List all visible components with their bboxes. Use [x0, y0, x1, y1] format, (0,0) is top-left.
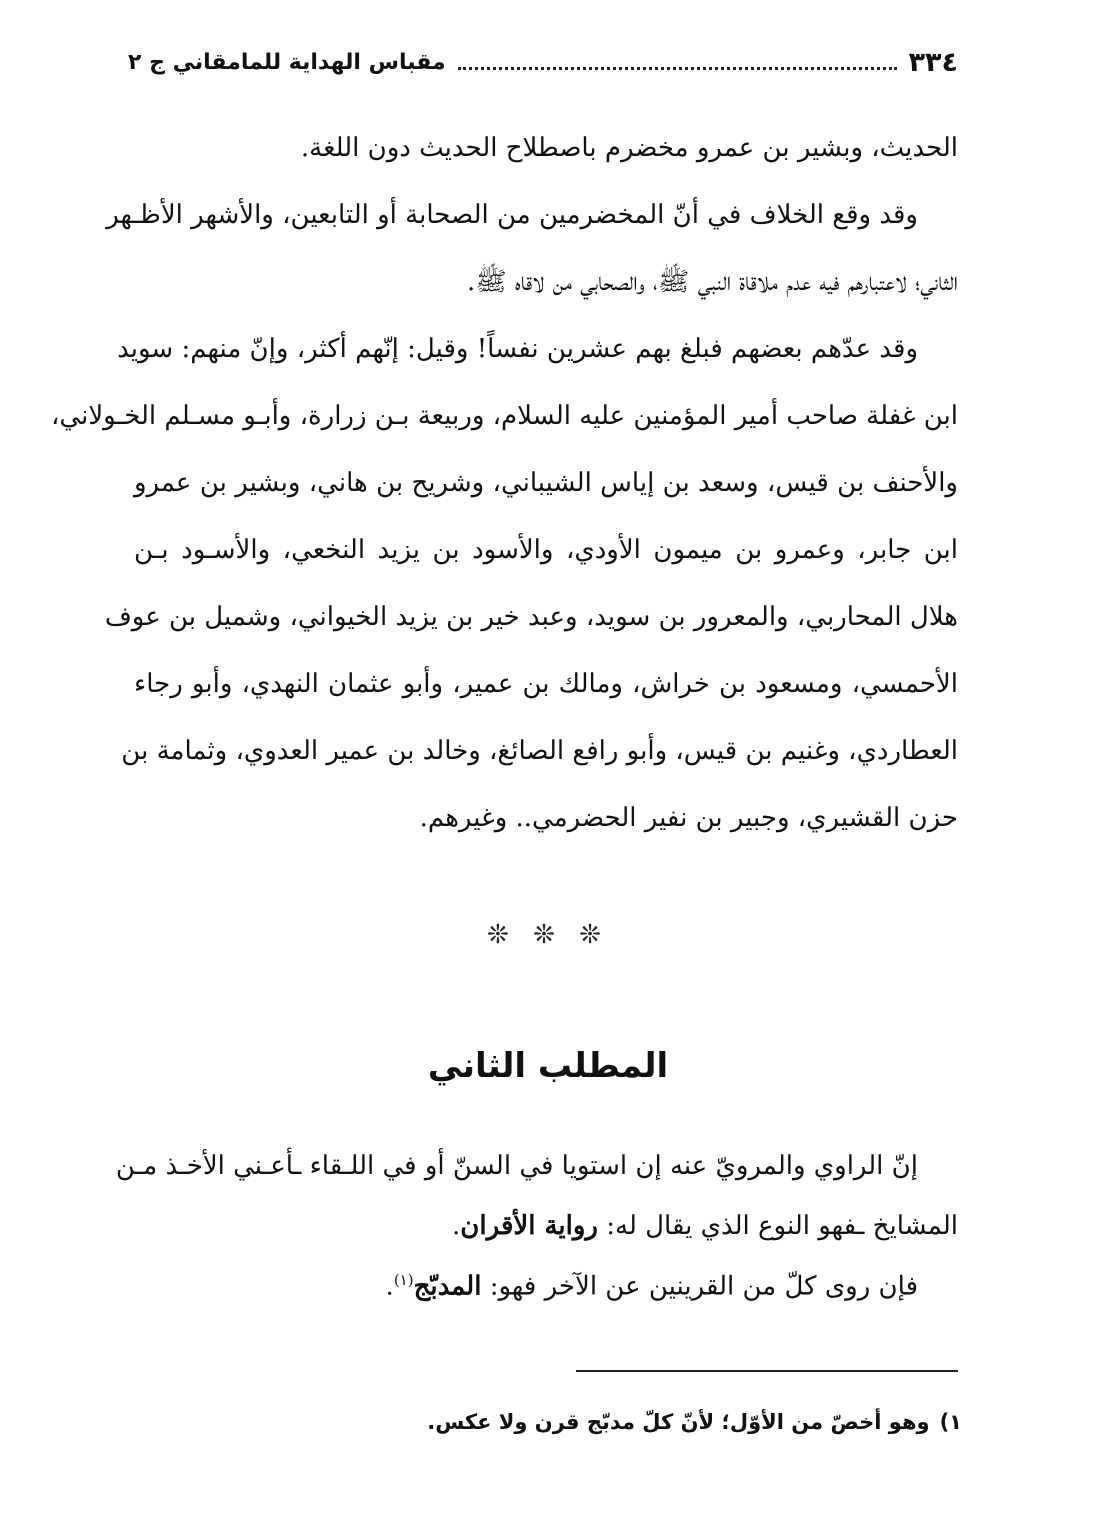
running-title: مقباس الهداية للمامقاني ج ٢	[128, 49, 446, 75]
text-segment: فإن روى كلّ من القرينين عن الآخر فهو:	[481, 1271, 918, 1302]
text-line: وقد وقع الخلاف في أنّ المخضرمين من الصحابة أو التابعين، والأشهر الأظـهر	[106, 200, 918, 230]
page-header	[128, 38, 958, 86]
text-line: هلال المحاربي، والمعرور بن سويد، وعبد خير بن يزيد الخيواني، وشميل بن عوف	[104, 602, 958, 632]
footnote-text: وهو أخصّ من الأوّل؛ لأنّ كلّ مدبّج قرن ولا عكس.	[427, 1410, 930, 1434]
term-aqran: رواية الأقران	[460, 1211, 598, 1241]
page-number: ٣٣٤	[908, 46, 958, 78]
text-line: حزن القشيري، وجبير بن نفير الحضرمي.. وغيرهم.	[419, 803, 958, 833]
text-line: وقد عدّهم بعضهم فبلغ بهم عشرين نفساً! وقيل: إنّهم أكثر، وإنّ منهم: سويد	[117, 334, 918, 364]
text-segment: .	[452, 1211, 461, 1241]
text-line	[134, 1260, 918, 1300]
text-segment: المشايخ ـفهو النوع الذي يقال له:	[598, 1211, 958, 1241]
section-separator: ❊ ❊ ❊	[487, 920, 609, 950]
footnote	[427, 1404, 962, 1440]
section-text	[115, 1146, 958, 1326]
text-line	[134, 1206, 958, 1246]
text-line: الحديث، وبشير بن عمرو مخضرم باصطلاح الحديث دون اللغة.	[300, 133, 958, 163]
footnote-divider	[576, 1370, 958, 1372]
text-line: ابن غفلة صاحب أمير المؤمنين عليه السلام، وربيعة بـن زرارة، وأبـو مسـلم الخـولاني،	[51, 401, 958, 431]
text-line: الأحمسي، ومسعود بن خراش، ومالك بن عمير، وأبو عثمان النهدي، وأبو رجاء	[134, 669, 958, 699]
text-line: ابن جابر، وعمرو بن ميمون الأودي، والأسود بن يزيد النخعي، والأسـود بـن	[134, 535, 958, 565]
footnote-ref[interactable]: (١)	[393, 1271, 414, 1289]
section-title: المطلب الثاني	[427, 1046, 669, 1086]
header-leader-dots	[458, 67, 897, 70]
text-segment: .	[385, 1271, 394, 1302]
main-text	[51, 128, 958, 868]
text-line: إنّ الراوي والمرويّ عنه إن استويا في السنّ أو في اللـقاء ـأعـني الأخـذ مـن	[115, 1151, 918, 1181]
text-line: الثاني؛ لاعتبارهم فيه عدم ملاقاة النبي ﷺ، والصحابي من لاقاه ﷺ.	[467, 267, 958, 297]
term-mudabbaj: المدبّج	[413, 1271, 482, 1302]
footnote-number: ١)	[939, 1410, 962, 1434]
text-line: العطاردي، وغنيم بن قيس، وأبو رافع الصائغ، وخالد بن عمير العدوي، وثمامة بن	[121, 736, 958, 766]
text-line: والأحنف بن قيس، وسعد بن إياس الشيباني، وشريح بن هاني، وبشير بن عمرو	[134, 468, 958, 498]
